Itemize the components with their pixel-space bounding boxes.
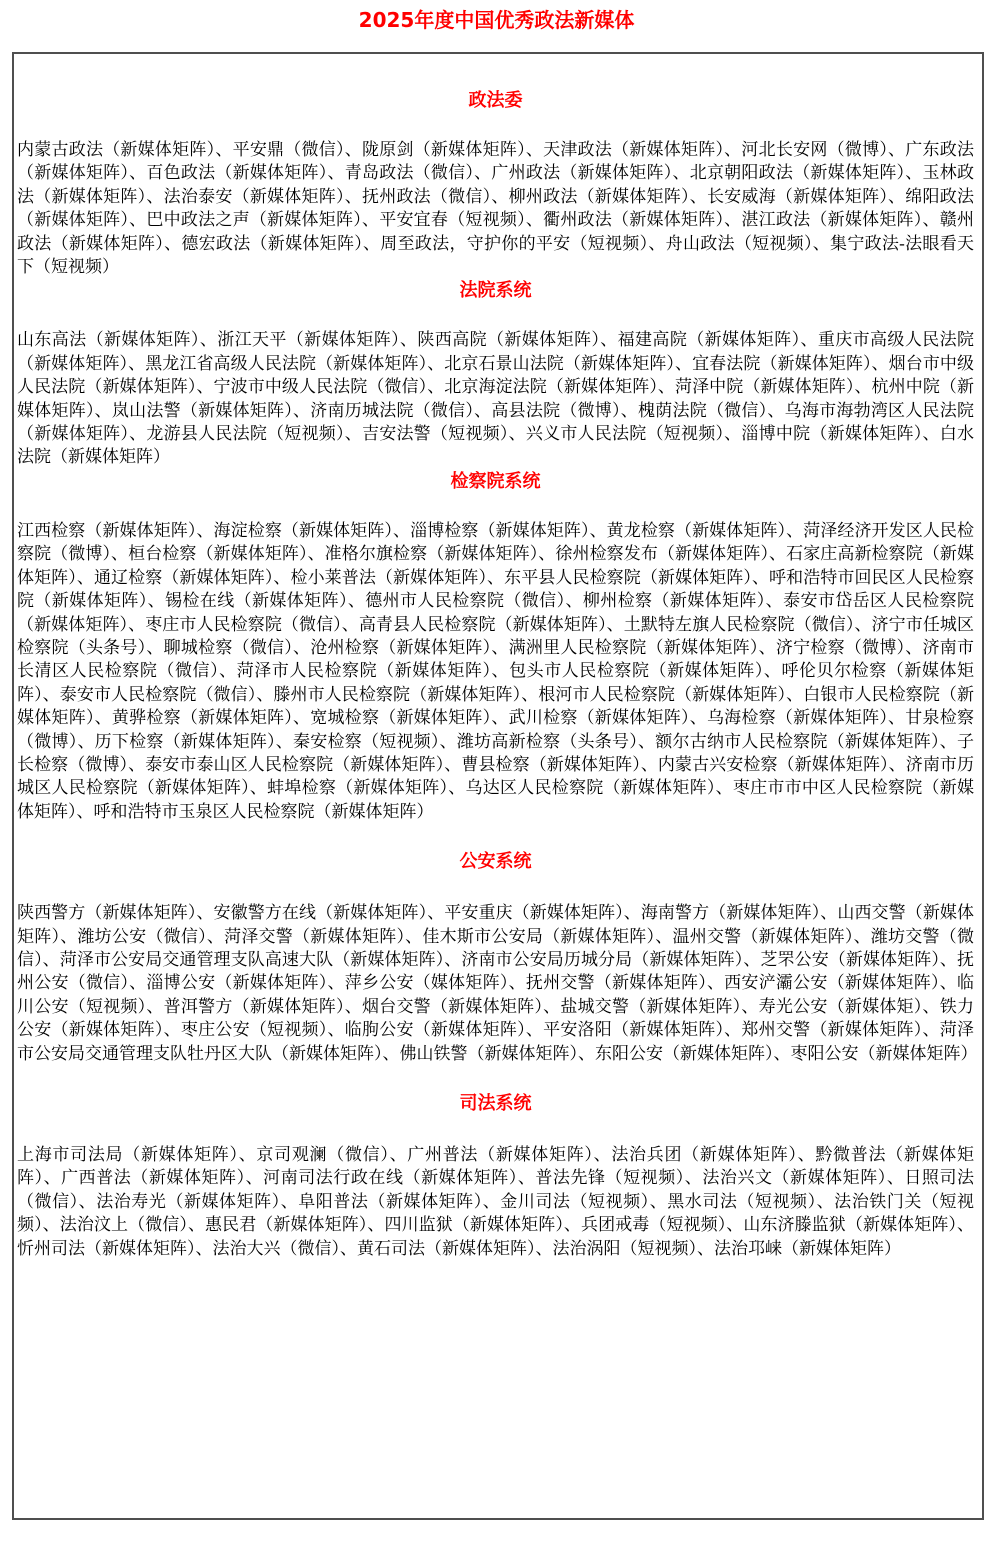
section-heading-political-legal-committee: 政法委	[468, 90, 523, 111]
section-courts	[17, 280, 974, 468]
section-justice	[17, 1093, 974, 1260]
section-political-legal-committee	[17, 90, 974, 278]
page-title: 2025年度中国优秀政法新媒体	[358, 8, 635, 32]
section-body-procuratorates: 江西检察（新媒体矩阵）、海淀检察（新媒体矩阵）、淄博检察（新媒体矩阵）、黄龙检察（新媒体矩阵）、菏泽经济开发区人民检察院（微博）、桓台检察（新媒体矩阵）、准格尔旗检察（新媒体矩阵）、徐州检察发布（新媒体矩阵）、石家庄高新检察院（新媒体矩阵）、通辽检察（新媒体矩阵）、检小莱普法（新媒体矩阵）、东平县人民检察院（新媒体矩阵）、呼和浩特市回民区人民检察院（新媒体矩阵）、锡检在线（新媒体矩阵）、德州市人民检察院（微信）、柳州检察（新媒体矩阵）、泰安市岱岳区人民检察院（新媒体矩阵）、枣庄市人民检察院（微信）、高青县人民检察院（新媒体矩阵）、土默特左旗人民检察院（微信）、济宁市任城区检察院（头条号）、聊城检察（微信）、沧州检察（新媒体矩阵）、满洲里人民检察院（新媒体矩阵）、济宁检察（微博）、济南市长清区人民检察院（微信）、菏泽市人民检察院（新媒体矩阵）、包头市人民检察院（新媒体矩阵）、呼伦贝尔检察（新媒体矩阵）、泰安市人民检察院（微信）、滕州市人民检察院（新媒体矩阵）、根河市人民检察院（新媒体矩阵）、白银市人民检察院（新媒体矩阵）、黄骅检察（新媒体矩阵）、宽城检察（新媒体矩阵）、武川检察（新媒体矩阵）、乌海检察（新媒体矩阵）、甘泉检察（微博）、历下检察（新媒体矩阵）、秦安检察（短视频）、潍坊高新检察（头条号）、额尔古纳市人民检察院（新媒体矩阵）、子长检察（微博）、泰安市泰山区人民检察院（新媒体矩阵）、曹县检察（新媒体矩阵）、内蒙古兴安检察（新媒体矩阵）、济南市历城区人民检察院（新媒体矩阵）、蚌埠检察（新媒体矩阵）、乌达区人民检察院（新媒体矩阵）、枣庄市市中区人民检察院（新媒体矩阵）、呼和浩特市玉泉区人民检察院（新媒体矩阵）	[17, 520, 974, 821]
section-heading-courts: 法院系统	[459, 280, 532, 302]
section-heading-justice: 司法系统	[459, 1093, 532, 1114]
section-public-security	[17, 851, 978, 1065]
section-heading-public-security: 公安系统	[459, 851, 532, 873]
section-body-public-security: 陕西警方（新媒体矩阵）、安徽警方在线（新媒体矩阵）、平安重庆（新媒体矩阵）、海南警方（新媒体矩阵）、山西交警（新媒体矩阵）、潍坊公安（微信）、菏泽交警（新媒体矩阵）、佳木斯市公安局（新媒体矩阵）、温州交警（新媒体矩阵）、潍坊交警（微信）、菏泽市公安局交通管理支队高速大队（新媒体矩阵）、济南市公安局历城分局（新媒体矩阵）、芝罘公安（新媒体矩阵）、抚州公安（微信）、淄博公安（新媒体矩阵）、萍乡公安（媒体矩阵）、抚州交警（新媒体矩阵）、西安浐灞公安（新媒体矩阵）、临川公安（短视频）、普洱警方（新媒体矩阵）、烟台交警（新媒体矩阵）、盐城交警（新媒体矩阵）、寿光公安（新媒体矩）、铁力公安（新媒体矩阵）、枣庄公安（短视频）、临朐公安（新媒体矩阵）、平安洛阳（新媒体矩阵）、郑州交警（新媒体矩阵）、菏泽市公安局交通管理支队牡丹区大队（新媒体矩阵）、佛山铁警（新媒体矩阵）、东阳公安（新媒体矩阵）、枣阳公安（新媒体矩阵）	[17, 903, 978, 1063]
content-border-box	[12, 52, 984, 1520]
section-body-courts: 山东高法（新媒体矩阵）、浙江天平（新媒体矩阵）、陕西高院（新媒体矩阵）、福建高院（新媒体矩阵）、重庆市高级人民法院（新媒体矩阵）、黑龙江省高级人民法院（新媒体矩阵）、北京石景山法院（新媒体矩阵）、宜春法院（新媒体矩阵）、烟台市中级人民法院（新媒体矩阵）、宁波市中级人民法院（微信）、北京海淀法院（新媒体矩阵）、菏泽中院（新媒体矩阵）、杭州中院（新媒体矩阵）、岚山法警（新媒体矩阵）、济南历城法院（微信）、高县法院（微博）、槐荫法院（微信）、乌海市海勃湾区人民法院（新媒体矩阵）、龙游县人民法院（短视频）、吉安法警（短视频）、兴义市人民法院（短视频）、淄博中院（新媒体矩阵）、白水法院（新媒体矩阵）	[17, 330, 974, 467]
section-procuratorates	[17, 471, 974, 823]
section-body-political-legal-committee: 内蒙古政法（新媒体矩阵）、平安鼎（微信）、陇原剑（新媒体矩阵）、天津政法（新媒体矩阵）、河北长安网（微博）、广东政法（新媒体矩阵）、百色政法（新媒体矩阵）、青岛政法（微信）、广州政法（新媒体矩阵）、北京朝阳政法（新媒体矩阵）、玉林政法（新媒体矩阵）、法治泰安（新媒体矩阵）、抚州政法（微信）、柳州政法（新媒体矩阵）、长安威海（新媒体矩阵）、绵阳政法（新媒体矩阵）、巴中政法之声（新媒体矩阵）、平安宜春（短视频）、衢州政法（新媒体矩阵）、湛江政法（新媒体矩阵）、赣州政法（新媒体矩阵）、德宏政法（新媒体矩阵）、周至政法，守护你的平安（短视频）、舟山政法（短视频）、集宁政法-法眼看天下（短视频）	[17, 140, 974, 277]
section-body-justice: 上海市司法局（新媒体矩阵）、京司观澜（微信）、广州普法（新媒体矩阵）、法治兵团（新媒体矩阵）、黔微普法（新媒体矩阵）、广西普法（新媒体矩阵）、河南司法行政在线（新媒体矩阵）、普法先锋（短视频）、法治兴文（新媒体矩阵）、日照司法（微信）、法治寿光（新媒体矩阵）、阜阳普法（新媒体矩阵）、金川司法（短视频）、黑水司法（短视频）、法治铁门关（短视频）、法治汶上（微信）、惠民君（新媒体矩阵）、四川监狱（新媒体矩阵）、兵团戒毒（短视频）、山东济滕监狱（新媒体矩阵）、忻州司法（新媒体矩阵）、法治大兴（微信）、黄石司法（新媒体矩阵）、法治涡阳（短视频）、法治邛崃（新媒体矩阵）	[17, 1145, 974, 1258]
section-heading-procuratorates: 检察院系统	[450, 470, 541, 492]
